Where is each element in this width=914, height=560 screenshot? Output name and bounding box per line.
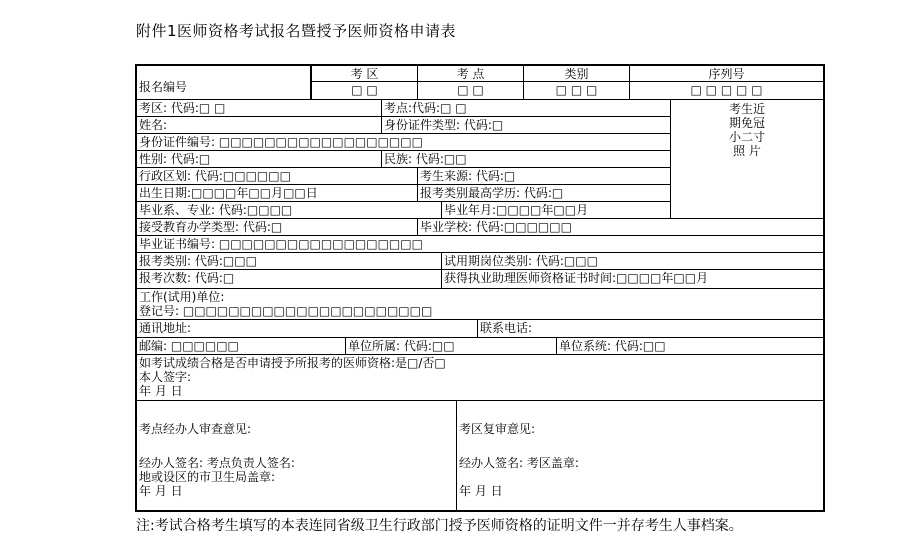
- page-title: 附件1医师资格考试报名暨授予医师资格申请表: [136, 22, 457, 40]
- review-left[interactable]: [136, 400, 457, 512]
- review-right[interactable]: [456, 400, 824, 512]
- field-major[interactable]: 毕业系、专业: 代码:□□□□: [136, 201, 442, 219]
- field-phone[interactable]: 联系电话:: [477, 319, 824, 338]
- field-edu[interactable]: 报考类别最高学历: 代码:□: [417, 184, 671, 202]
- field-region[interactable]: 行政区划: 代码:□□□□□□: [136, 167, 418, 185]
- field-school[interactable]: 毕业学校: 代码:□□□□□□: [417, 218, 824, 236]
- field-gender[interactable]: 性别: 代码:□: [136, 150, 382, 168]
- field-id-type[interactable]: 身份证件类型: 代码:□: [381, 116, 671, 134]
- kaodian-boxes[interactable]: □ □: [417, 81, 524, 100]
- field-postcode[interactable]: 邮编: □□□□□□: [136, 337, 346, 355]
- photo-box: 考生近 期免冠 小二寸 照 片: [670, 99, 824, 219]
- kaoqu-boxes[interactable]: □ □: [311, 81, 418, 100]
- field-grad-date[interactable]: 毕业年月:□□□□年□□月: [441, 201, 671, 219]
- field-cert-no[interactable]: 毕业证书编号: □□□□□□□□□□□□□□□□□□: [136, 235, 824, 253]
- header-kaoqu: 考 区: [311, 65, 418, 82]
- field-exam-times[interactable]: 报考次数: 代码:□: [136, 269, 442, 289]
- field-exam-type[interactable]: 报考类别: 代码:□□□: [136, 252, 442, 270]
- leibie-boxes[interactable]: □ □ □: [523, 81, 630, 100]
- field-source[interactable]: 考生来源: 代码:□: [417, 167, 671, 185]
- header-kaodian: 考 点: [417, 65, 524, 82]
- field-unit-system[interactable]: 单位系统: 代码:□□: [556, 337, 824, 355]
- field-name[interactable]: 姓名:: [136, 116, 382, 134]
- field-work-unit[interactable]: [136, 288, 824, 320]
- field-nation[interactable]: 民族: 代码:□□: [381, 150, 671, 168]
- header-xulie: 序列号: [629, 65, 824, 82]
- review-right-opinion: 考区复审意见:: [459, 422, 536, 436]
- apply-section[interactable]: 如考试成绩合格是否申请授予所报考的医师资格:是□/否□ 本人签字: 年 月 日: [136, 354, 824, 401]
- field-unit-owner[interactable]: 单位所属: 代码:□□: [345, 337, 557, 355]
- review-right-sign: 经办人签名: 考区盖章: 年 月 日: [459, 456, 579, 498]
- footer-note: 注:考试合格考生填写的本表连同省级卫生行政部门授予医师资格的证明文件一并存考生人事档案。: [136, 518, 743, 534]
- field-kaoqu[interactable]: 考区: 代码:□ □: [136, 99, 382, 117]
- reg-no-field: 登记号: □□□□□□□□□□□□□□□□□□□□□□: [139, 304, 433, 318]
- reg-no-label: 报名编号: [136, 65, 311, 100]
- xulie-boxes[interactable]: □ □ □ □ □: [629, 81, 824, 100]
- field-kaodian[interactable]: 考点:代码:□ □: [381, 99, 671, 117]
- field-id-no[interactable]: 身份证件编号: □□□□□□□□□□□□□□□□□□: [136, 133, 671, 151]
- field-address[interactable]: 通讯地址:: [136, 319, 478, 338]
- review-left-sign: 经办人签名: 考点负责人签名: 地或设区的市卫生局盖章: 年 月 日: [139, 456, 295, 498]
- work-unit-label: 工作(试用)单位:: [139, 290, 225, 304]
- field-edu-type[interactable]: 接受教育办学类型: 代码:□: [136, 218, 418, 236]
- field-license-time[interactable]: 获得执业助理医师资格证书时间:□□□□年□□月: [441, 269, 824, 289]
- field-trial-post[interactable]: 试用期岗位类别: 代码:□□□: [441, 252, 824, 270]
- field-birth[interactable]: 出生日期:□□□□年□□月□□日: [136, 184, 418, 202]
- review-left-opinion: 考点经办人审查意见:: [139, 422, 252, 436]
- header-leibie: 类别: [523, 65, 630, 82]
